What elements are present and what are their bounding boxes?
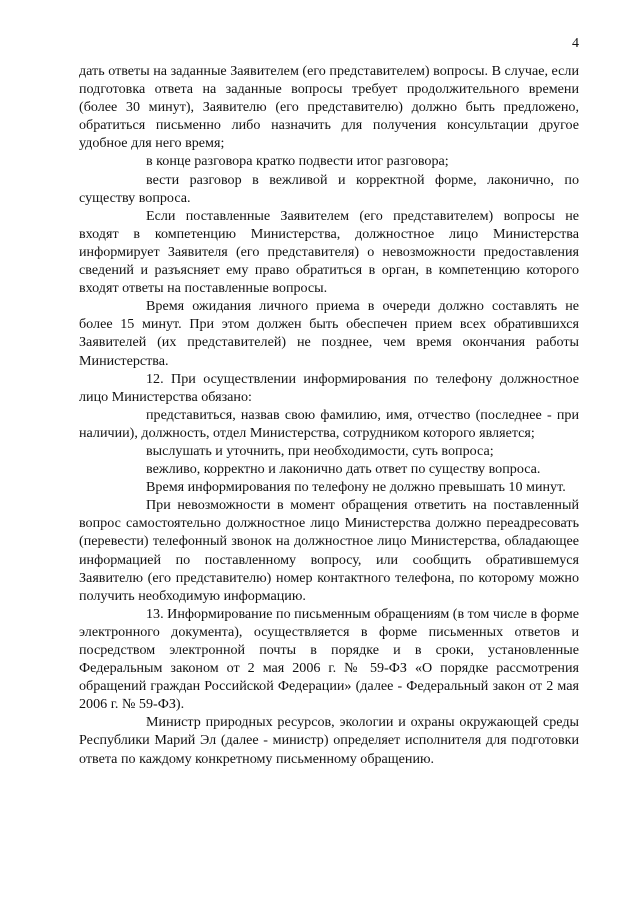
paragraph-listen: выслушать и уточнить, при необходимости, суть вопроса; [146, 442, 494, 459]
document-body [79, 62, 579, 768]
paragraph-introduce: представиться, назвав свою фамилию, имя, отчество (последнее - при наличии), должность, отдел Министерства, сотрудником которого является; [79, 406, 579, 441]
paragraph-item-13: 13. Информирование по письменным обращениям (в том числе в форме электронного документа), осуществляется в форме письменных ответов и посредством электронной почты в порядке и в сроки, установленные Федеральным законом от 2 мая 2006 г. № 59-ФЗ «О порядке рассмотрения обращений граждан Российской Федерации» (далее - Федеральный закон от 2 мая 2006 г. № 59-ФЗ). [79, 605, 579, 713]
paragraph-polite-form: вести разговор в вежливой и корректной форме, лаконично, по существу вопроса. [79, 171, 579, 206]
paragraph-waiting-time: Время ожидания личного приема в очереди должно составлять не более 15 минут. При этом должен быть обеспечен прием всех обратившихся Заявителей (их представителей) не позднее, чем время окончания работы Министерства. [79, 298, 579, 369]
paragraph-answer-politely: вежливо, корректно и лаконично дать ответ по существу вопроса. [146, 461, 541, 478]
paragraph-redirect-call: При невозможности в момент обращения ответить на поставленный вопрос самостоятельно должностное лицо Министерства должно переадресовать (перевести) телефонный звонок на должностное лицо Министерства, обладающее информацией по поставленному вопросу, или сообщить обратившемуся Заявителю (его представителю) номер контактного телефона, по которому можно получить необходимую информацию. [79, 497, 579, 604]
paragraph-minister: Министр природных ресурсов, экологии и охраны окружающей среды Республики Марий Эл (далее - министр) определяет исполнителя для подготовки ответа по каждому конкретному письменному обращению. [79, 714, 579, 767]
page-number: 4 [572, 36, 579, 51]
paragraph-answer-questions: дать ответы на заданные Заявителем (его представителем) вопросы. В случае, если подготовка ответа на заданные вопросы требует продолжительного времени (более 30 минут), Заявителю (его представителю) должно быть предложено, обратиться письменно либо назначить для получения консультации другое удобное для него время; [79, 63, 579, 152]
paragraph-summarize: в конце разговора кратко подвести итог разговора; [146, 153, 449, 170]
paragraph-outside-competence: Если поставленные Заявителем (его представителем) вопросы не входят в компетенцию Министерства, должностное лицо Министерства информирует Заявителя (его представителя) о невозможности предоставления сведений и разъясняет ему право обратиться в орган, в компетенцию которого входят ответы на поставленные вопросы. [79, 207, 579, 297]
paragraph-phone-time: Время информирования по телефону не должно превышать 10 минут. [146, 479, 566, 496]
paragraph-item-12: 12. При осуществлении информирования по телефону должностное лицо Министерства обязано: [79, 370, 579, 405]
